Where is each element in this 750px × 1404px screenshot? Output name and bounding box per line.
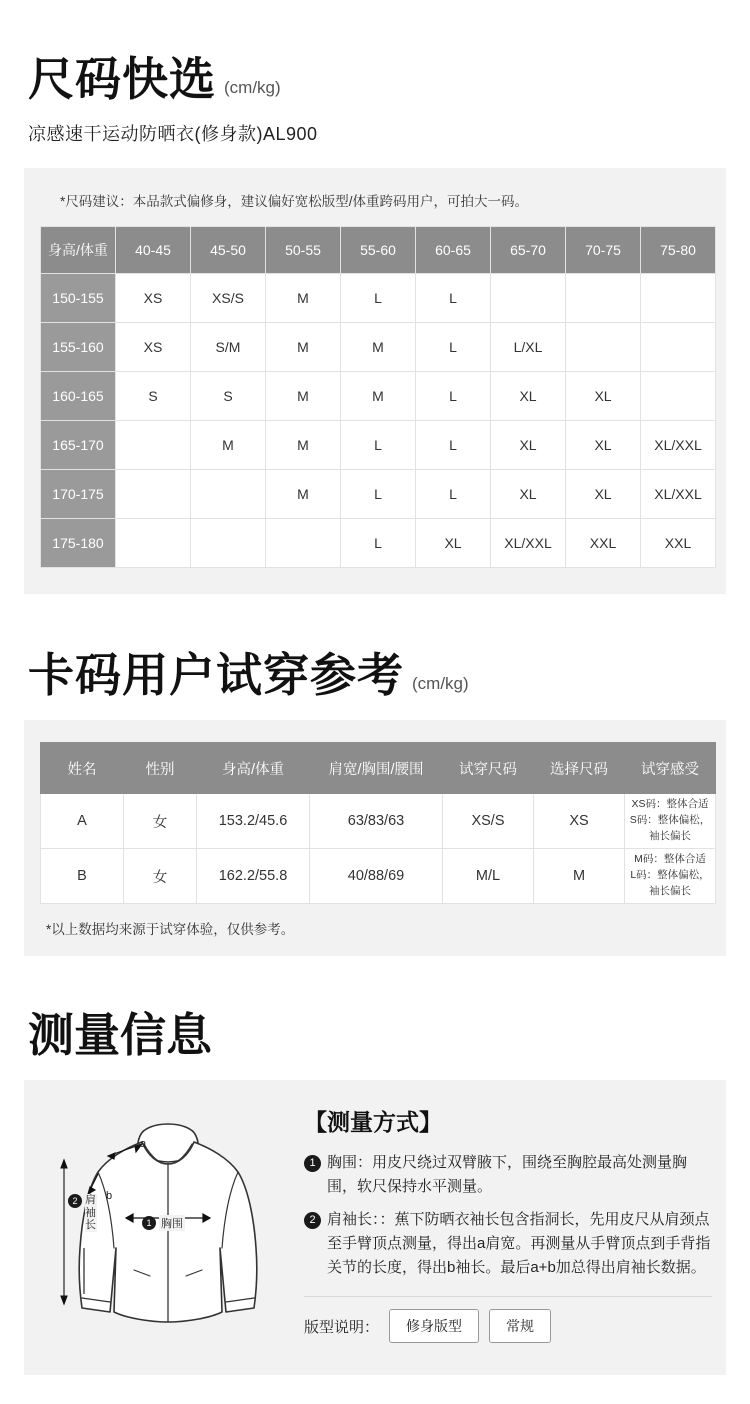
table-row <box>41 421 716 470</box>
size-cell <box>641 372 716 421</box>
try-on-unit-note: (cm/kg) <box>412 674 469 693</box>
fit-type-label: 版型说明： <box>304 1318 380 1336</box>
try-name: A <box>41 794 124 849</box>
size-cell: XS <box>116 274 191 323</box>
row-label: 165-170 <box>41 421 116 470</box>
size-cell: XL <box>491 470 566 519</box>
try-col-header-5: 选择尺码 <box>534 743 625 794</box>
size-cell: XXL <box>641 519 716 568</box>
size-cell: M <box>266 323 341 372</box>
size-cell: XS <box>116 323 191 372</box>
fit-chip-regular[interactable]: 常规 <box>489 1309 551 1343</box>
try-measures: 63/83/63 <box>310 794 443 849</box>
size-cell: L <box>416 274 491 323</box>
divider <box>304 1296 712 1297</box>
size-col-header-2: 45-50 <box>191 227 266 274</box>
table-row <box>41 372 716 421</box>
try-col-header-4: 试穿尺码 <box>443 743 534 794</box>
table-row <box>41 274 716 323</box>
chest-measure-label <box>142 1215 185 1231</box>
size-cell: L <box>416 421 491 470</box>
size-cell: S <box>116 372 191 421</box>
label-a: a <box>140 1138 147 1150</box>
try-measures: 40/88/69 <box>310 849 443 904</box>
size-cell: S <box>191 372 266 421</box>
size-cell: L/XL <box>491 323 566 372</box>
size-cell: M <box>266 372 341 421</box>
try-col-header-6: 试穿感受 <box>625 743 716 794</box>
try-name: B <box>41 849 124 904</box>
try-size: XS/S <box>443 794 534 849</box>
table-row <box>41 470 716 519</box>
size-cell <box>116 421 191 470</box>
row-label: 150-155 <box>41 274 116 323</box>
size-col-header-6: 65-70 <box>491 227 566 274</box>
chosen-size: M <box>534 849 625 904</box>
try-on-table <box>40 742 716 904</box>
size-cell <box>191 519 266 568</box>
size-quick-pick-title-row <box>0 0 750 105</box>
fit-type-row <box>304 1309 712 1343</box>
item-text: 肩袖长：：蕉下防晒衣袖长包含指洞长，先用皮尺从肩颈点至手臂顶点测量，得出a肩宽。再测量从手臂顶点到手背指关节的长度，得出b袖长。最后a+b加总得出肩袖长数据。 <box>327 1210 711 1277</box>
try-on-panel <box>24 720 726 956</box>
size-cell: L <box>341 421 416 470</box>
label-b: b <box>106 1190 113 1202</box>
size-col-header-4: 55-60 <box>341 227 416 274</box>
size-cell: M <box>191 421 266 470</box>
try-col-header-0: 姓名 <box>41 743 124 794</box>
size-cell <box>491 274 566 323</box>
try-col-header-2: 身高/体重 <box>197 743 310 794</box>
table-row <box>41 519 716 568</box>
row-label: 175-180 <box>41 519 116 568</box>
size-cell: L <box>416 372 491 421</box>
unit-note: (cm/kg) <box>224 78 281 97</box>
fit-chip-slim[interactable]: 修身版型 <box>389 1309 479 1343</box>
try-height-weight: 162.2/55.8 <box>197 849 310 904</box>
size-cell: XL <box>416 519 491 568</box>
chest-label-text: 胸围 <box>159 1215 185 1231</box>
shoulder-sleeve-label <box>68 1194 97 1232</box>
size-col-header-7: 70-75 <box>566 227 641 274</box>
size-cell <box>641 274 716 323</box>
measurement-instructions <box>298 1098 712 1343</box>
size-cell: S/M <box>191 323 266 372</box>
size-col-header-8: 75-80 <box>641 227 716 274</box>
size-cell <box>116 519 191 568</box>
size-cell: XL <box>491 372 566 421</box>
size-col-header-0: 身高/体重 <box>41 227 116 274</box>
chest-marker-number: 1 <box>142 1216 156 1230</box>
try-on-table-body <box>41 794 716 904</box>
size-col-header-5: 60-65 <box>416 227 491 274</box>
table-header-row <box>41 743 716 794</box>
size-cell: XXL <box>566 519 641 568</box>
try-feel-line2: S码：整体偏松，袖长偏长 <box>629 814 711 842</box>
size-cell <box>116 470 191 519</box>
size-cell: L <box>341 470 416 519</box>
size-cell: M <box>341 372 416 421</box>
try-col-header-1: 性别 <box>124 743 197 794</box>
size-cell <box>641 323 716 372</box>
table-row <box>41 849 716 904</box>
item-text: 胸围：用皮尺绕过双臂腋下，围绕至胸腔最高处测量胸围，软尺保持水平测量。 <box>327 1154 688 1196</box>
size-cell: XL <box>566 421 641 470</box>
table-row <box>41 323 716 372</box>
size-cell <box>191 470 266 519</box>
table-row <box>41 794 716 849</box>
size-cell: L <box>416 470 491 519</box>
jacket-diagram <box>38 1098 298 1353</box>
try-size: M/L <box>443 849 534 904</box>
size-col-header-3: 50-55 <box>266 227 341 274</box>
size-cell: L <box>341 519 416 568</box>
size-cell: M <box>266 421 341 470</box>
size-col-header-1: 40-45 <box>116 227 191 274</box>
item-number-icon: 2 <box>304 1212 321 1229</box>
size-cell: L <box>341 274 416 323</box>
measurement-title: 测量信息 <box>28 1009 212 1061</box>
try-gender: 女 <box>124 849 197 904</box>
try-feel-line2: L码：整体偏松，袖长偏长 <box>630 869 710 897</box>
measurement-item <box>304 1151 712 1200</box>
chosen-size: XS <box>534 794 625 849</box>
size-table-panel <box>24 168 726 594</box>
table-header-row <box>41 227 716 274</box>
size-cell: XL/XXL <box>641 421 716 470</box>
try-on-note: *以上数据均来源于试穿体验，仅供参考。 <box>46 922 295 937</box>
size-cell: XL/XXL <box>491 519 566 568</box>
size-cell <box>566 274 641 323</box>
shoulder-marker-number: 2 <box>68 1194 82 1208</box>
size-table-head <box>41 227 716 274</box>
size-cell <box>566 323 641 372</box>
row-label: 160-165 <box>41 372 116 421</box>
try-col-header-3: 肩宽/胸围/腰围 <box>310 743 443 794</box>
size-table-body <box>41 274 716 568</box>
size-cell: XL <box>491 421 566 470</box>
size-cell: M <box>266 470 341 519</box>
try-feel <box>625 794 716 849</box>
size-cell: M <box>266 274 341 323</box>
measurement-panel <box>24 1080 726 1375</box>
size-table <box>40 226 716 568</box>
try-height-weight: 153.2/45.6 <box>197 794 310 849</box>
row-label: 155-160 <box>41 323 116 372</box>
try-feel-line1: XS码：整体合适 <box>631 798 709 811</box>
try-feel-line1: M码：整体合适 <box>634 853 706 866</box>
size-cell: XL <box>566 470 641 519</box>
row-label: 170-175 <box>41 470 116 519</box>
measurement-method-heading: 【测量方式】 <box>304 1109 442 1135</box>
size-cell: XL/XXL <box>641 470 716 519</box>
size-cell: L <box>416 323 491 372</box>
measurement-item <box>304 1208 712 1281</box>
try-gender: 女 <box>124 794 197 849</box>
try-feel <box>625 849 716 904</box>
try-on-table-head <box>41 743 716 794</box>
size-cell: M <box>341 323 416 372</box>
size-advice-note: *尺码建议：本品款式偏修身，建议偏好宽松版型/体重跨码用户，可拍大一码。 <box>60 194 529 209</box>
shoulder-label-text: 肩袖长 <box>85 1194 96 1232</box>
size-cell: XS/S <box>191 274 266 323</box>
size-cell: XL <box>566 372 641 421</box>
try-on-title: 卡码用户试穿参考 <box>28 649 404 701</box>
product-name: 凉感速干运动防晒衣(修身款)AL900 <box>28 124 318 144</box>
page-title: 尺码快选 <box>28 53 216 105</box>
item-number-icon: 1 <box>304 1155 321 1172</box>
size-cell <box>266 519 341 568</box>
try-on-title-row <box>0 594 750 701</box>
